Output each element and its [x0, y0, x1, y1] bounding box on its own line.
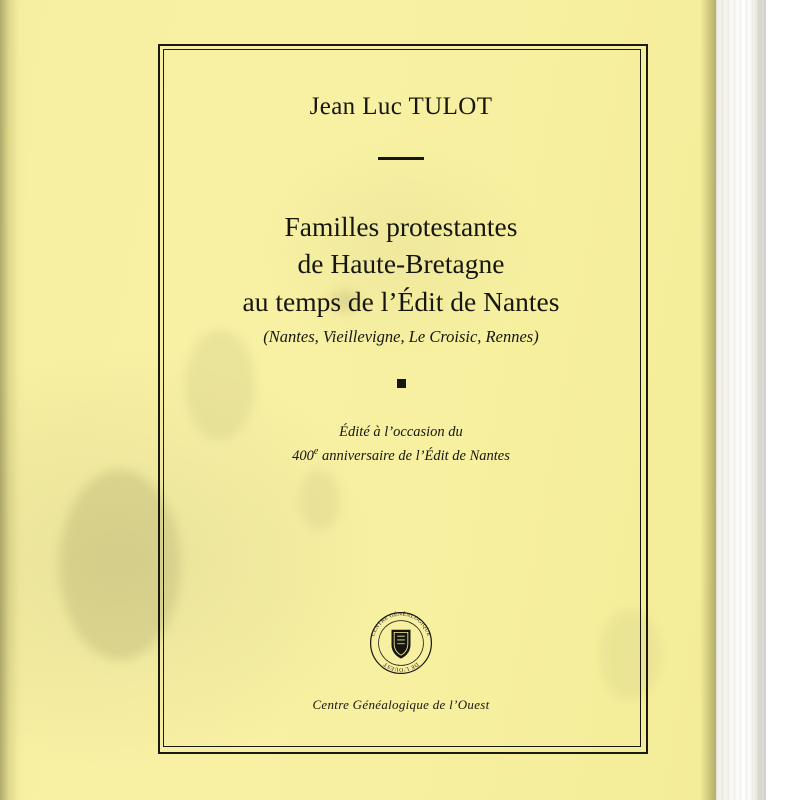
cover-content [163, 49, 639, 745]
book-title-line-1: Familles protestantes [284, 211, 518, 242]
book-title [163, 208, 639, 320]
book-spine-shadow [0, 0, 26, 800]
publication-occasion [163, 422, 639, 467]
author-name: Jean Luc TULOT [309, 93, 493, 120]
svg-text:CENTRE GÉNÉALOGIQUE: CENTRE GÉNÉALOGIQUE [370, 611, 432, 638]
centre-genealogique-de-louest-seal-icon [363, 605, 439, 681]
anniversary-text: anniversaire de l’Édit de Nantes [318, 447, 510, 464]
book-subtitle: (Nantes, Vieillevigne, Le Croisic, Rennes) [263, 327, 539, 347]
book-title-line-2: de Haute-Bretagne [297, 248, 505, 280]
anniversary-number: 400 [292, 447, 314, 464]
book-page-edge-shadow [752, 0, 766, 800]
publisher-logo-wrap [163, 605, 639, 681]
anniversary-ordinal: e [313, 445, 319, 457]
decorative-square [397, 379, 406, 388]
occasion-line-1: Édité à l’occasion du [339, 424, 463, 441]
book-title-line-3: au temps de l’Édit de Nantes [242, 285, 560, 317]
publisher-name: Centre Généalogique de l’Ouest [312, 697, 490, 712]
decorative-rule [378, 157, 424, 160]
svg-text:DE L’OUEST: DE L’OUEST [382, 660, 420, 673]
occasion-line-2 [163, 444, 639, 468]
